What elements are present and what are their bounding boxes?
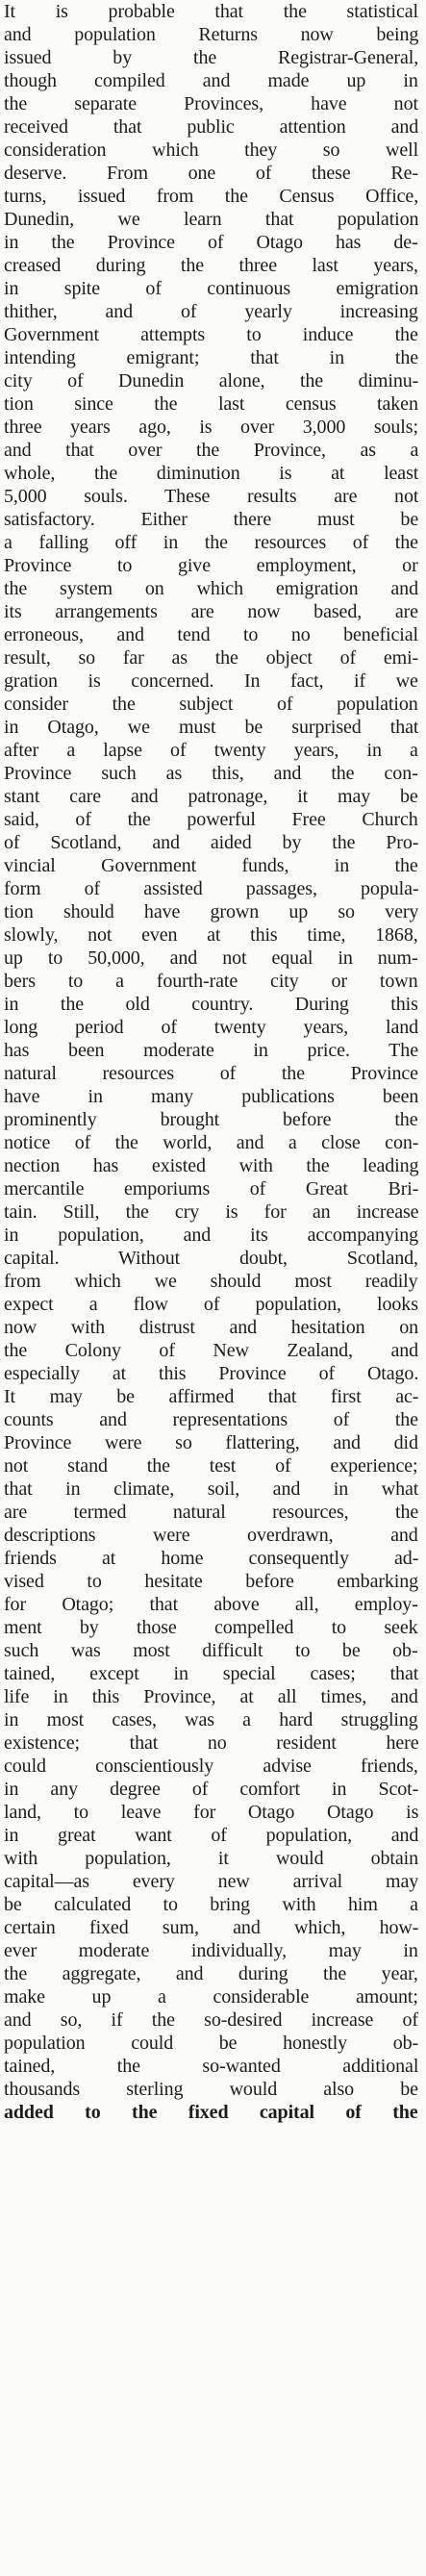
article-line: especially at this Province of Otago. [4, 1363, 418, 1384]
article-line: issued by the Registrar-General, [4, 47, 418, 68]
article-line: now with distrust and hesitation on [4, 1317, 418, 1338]
article-line: Province to give employment, or [4, 555, 418, 576]
article-line: existence; that no resident here [4, 1732, 418, 1754]
article-line: stant care and patronage, it may be [4, 786, 418, 807]
article-line: long period of twenty years, land [4, 1017, 418, 1038]
article-line: received that public attention and [4, 116, 418, 138]
article-line: city of Dunedin alone, the diminu- [4, 370, 418, 391]
article-line: has been moderate in price. The [4, 1040, 418, 1061]
article-line: in population, and its accompanying [4, 1225, 418, 1246]
article-line: descriptions were overdrawn, and [4, 1525, 418, 1546]
article-line: nection has existed with the leading [4, 1155, 418, 1176]
article-line: and that over the Province, as a [4, 440, 418, 461]
article-line: though compiled and made up in [4, 70, 418, 91]
article-line: for Otago; that above all, employ- [4, 1594, 418, 1615]
article-line: Dunedin, we learn that population [4, 209, 418, 230]
article-line: added to the fixed capital of the [4, 2102, 418, 2123]
article-line: prominently brought before the [4, 1109, 418, 1130]
article-line: gration is concerned. In fact, if we [4, 670, 418, 692]
article-line: tain. Still, the cry is for an increase [4, 1201, 418, 1223]
article-line: in great want of population, and [4, 1825, 418, 1846]
article-line: It may be affirmed that first ac- [4, 1386, 418, 1407]
article-line: consider the subject of population [4, 694, 418, 715]
article-line: in any degree of comfort in Scot- [4, 1779, 418, 1800]
article-line: with population, it would obtain [4, 1848, 418, 1869]
article-line: in the Province of Otago has de- [4, 232, 418, 253]
article-line: such was most difficult to be ob- [4, 1640, 418, 1661]
article-line: consideration which they so well [4, 139, 418, 161]
article-line: in Otago, we must be surprised that [4, 717, 418, 738]
article-line: 5,000 souls. These results are not [4, 486, 418, 507]
article-line: tained, the so-wanted additional [4, 2056, 418, 2077]
article-line: three years ago, is over 3,000 souls; [4, 417, 418, 438]
article-line: the Colony of New Zealand, and [4, 1340, 418, 1361]
article-line: a falling off in the resources of the [4, 532, 418, 553]
article-line: whole, the diminution is at least [4, 463, 418, 484]
article-line: slowly, not even at this time, 1868, [4, 924, 418, 946]
article-line: from which we should most readily [4, 1271, 418, 1292]
article-line: and population Returns now being [4, 24, 418, 45]
article-line: vincial Government funds, in the [4, 855, 418, 876]
article-line: up to 50,000, and not equal in num- [4, 947, 418, 969]
article-line: be calculated to bring with him a [4, 1894, 418, 1915]
article-line: natural resources of the Province [4, 1063, 418, 1084]
article-line: make up a considerable amount; [4, 1986, 418, 2008]
article-line: mercantile emporiums of Great Bri- [4, 1178, 418, 1200]
article-line: tion should have grown up so very [4, 901, 418, 922]
article-line: thither, and of yearly increasing [4, 301, 418, 322]
article-line: form of assisted passages, popula- [4, 878, 418, 899]
article-line: notice of the world, and a close con- [4, 1132, 418, 1153]
article-line: intending emigrant; that in the [4, 347, 418, 368]
article-line: the separate Provinces, have not [4, 93, 418, 114]
article-line: after a lapse of twenty years, in a [4, 740, 418, 761]
article-line: said, of the powerful Free Church [4, 809, 418, 830]
article-line: in the old country. During this [4, 994, 418, 1015]
article-line: Province such as this, and the con- [4, 763, 418, 784]
article-line: the system on which emigration and [4, 578, 418, 599]
article-line: tained, except in special cases; that [4, 1663, 418, 1684]
article-line: counts and representations of the [4, 1409, 418, 1430]
article-line: Province were so flattering, and did [4, 1432, 418, 1453]
article-line: Government attempts to induce the [4, 324, 418, 345]
article-line: satisfactory. Either there must be [4, 509, 418, 530]
article-line: land, to leave for Otago Otago is [4, 1802, 418, 1823]
article-line: have in many publications been [4, 1086, 418, 1107]
article-line: bers to a fourth-rate city or town [4, 971, 418, 992]
article-line: certain fixed sum, and which, how- [4, 1917, 418, 1938]
article-line: could conscientiously advise friends, [4, 1755, 418, 1777]
article-line: tion since the last census taken [4, 393, 418, 415]
article-line: and so, if the so-desired increase of [4, 2009, 418, 2031]
article-line: not stand the test of experience; [4, 1455, 418, 1477]
article-line: erroneous, and tend to no beneficial [4, 624, 418, 645]
article-line: the aggregate, and during the year, [4, 1963, 418, 1984]
article-line: in spite of continuous emigration [4, 278, 418, 299]
article-line: deserve. From one of these Re- [4, 163, 418, 184]
article-line: its arrangements are now based, are [4, 601, 418, 622]
article-line: capital. Without doubt, Scotland, [4, 1248, 418, 1269]
article-line: ever moderate individually, may in [4, 1940, 418, 1961]
article-line: friends at home consequently ad- [4, 1548, 418, 1569]
article-line: creased during the three last years, [4, 255, 418, 276]
article-line: life in this Province, at all times, and [4, 1686, 418, 1707]
article-line: of Scotland, and aided by the Pro- [4, 832, 418, 853]
article-line: ment by those compelled to seek [4, 1617, 418, 1638]
article-line: It is probable that the statistical [4, 1, 418, 22]
article-line: result, so far as the object of emi- [4, 647, 418, 669]
article-line: population could be honestly ob- [4, 2033, 418, 2054]
article-column [4, 0, 418, 2124]
article-line: turns, issued from the Census Office, [4, 186, 418, 207]
article-line: are termed natural resources, the [4, 1502, 418, 1523]
article-line: capital—as every new arrival may [4, 1871, 418, 1892]
article-line: that in climate, soil, and in what [4, 1478, 418, 1500]
article-line: vised to hesitate before embarking [4, 1571, 418, 1592]
article-line: in most cases, was a hard struggling [4, 1709, 418, 1730]
article-line: thousands sterling would also be [4, 2079, 418, 2100]
article-line: expect a flow of population, looks [4, 1294, 418, 1315]
